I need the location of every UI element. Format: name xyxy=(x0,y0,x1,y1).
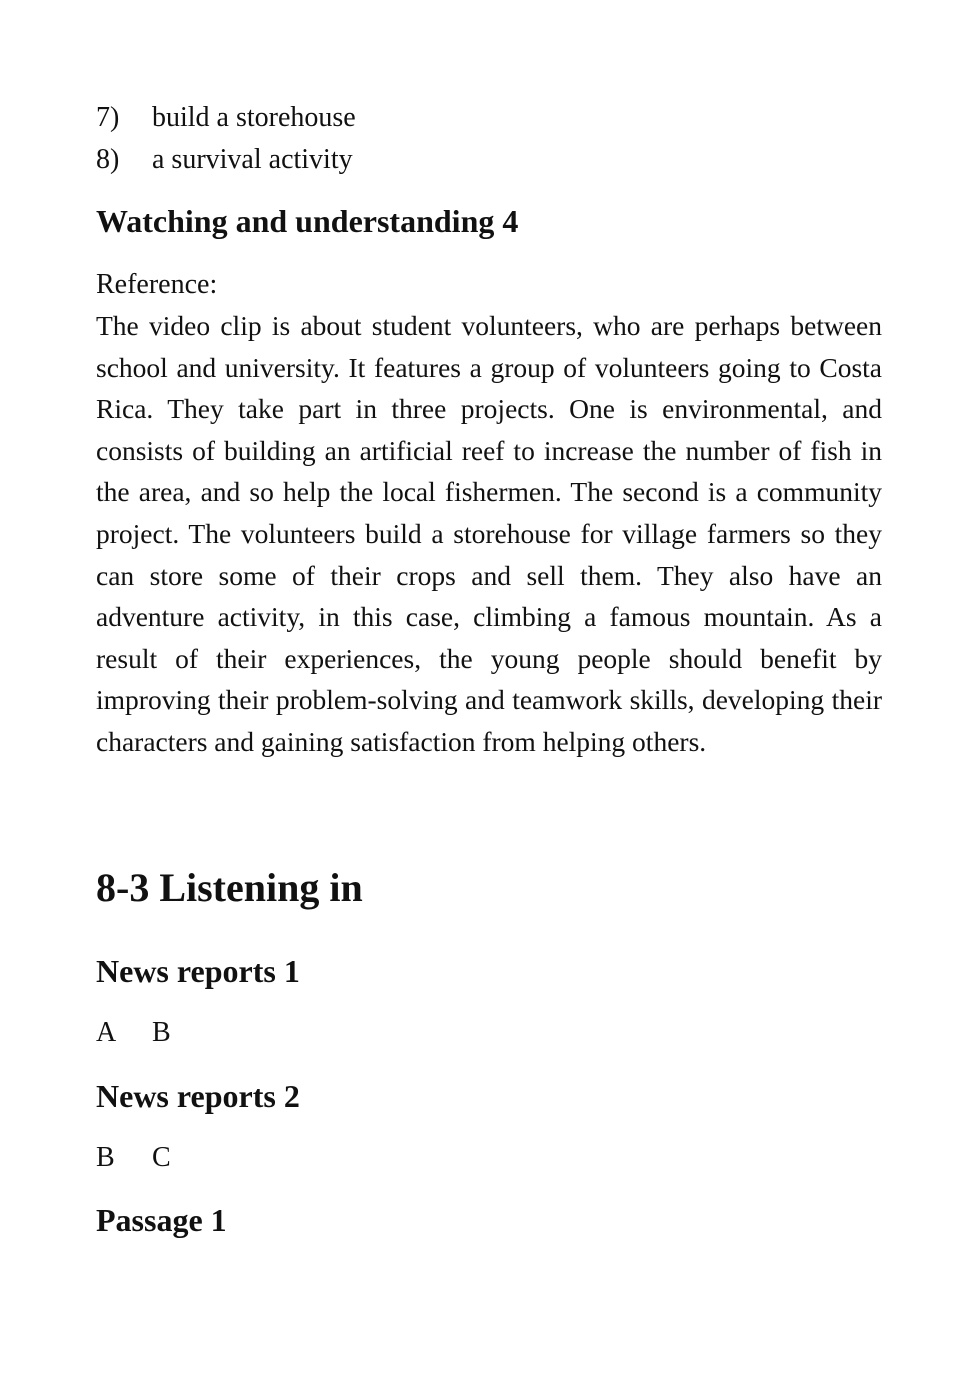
answer: C xyxy=(152,1142,171,1173)
list-item-8 xyxy=(96,143,353,177)
list-item-text: build a storehouse xyxy=(152,102,356,133)
section-heading-passage-1: Passage 1 xyxy=(96,1202,227,1238)
answer: A xyxy=(96,1017,117,1048)
reference-paragraph: The video clip is about student volunteers, who are perhaps between school and university. It features a group of volunteers going to Costa Rica. They take part in three projects. One is environmental, and consists of building an artificial reef to increase the number of fish in the area, and so help the local fishermen. The second is a community project. The volunteers build a storehouse for village farmers so they can store some of their crops and sell them. They also have an adventure activity, in this case, climbing a famous mountain. As a result of their experiences, the young people should benefit by improving their problem-solving and teamwork skills, developing their characters and gaining satisfaction from helping others. xyxy=(96,310,882,757)
chapter-title: 8-3 Listening in xyxy=(96,865,363,910)
reference-label: Reference: xyxy=(96,269,218,300)
list-item-7 xyxy=(96,101,356,135)
section-heading-news-reports-2: News reports 2 xyxy=(96,1078,300,1114)
answer: B xyxy=(152,1017,171,1048)
list-item-number: 7) xyxy=(96,102,120,133)
answers-news-reports-1 xyxy=(96,1016,171,1050)
answer: B xyxy=(96,1142,115,1173)
section-heading-watching: Watching and understanding 4 xyxy=(96,203,519,239)
list-item-text: a survival activity xyxy=(152,144,353,175)
answers-news-reports-2 xyxy=(96,1141,171,1175)
section-heading-news-reports-1: News reports 1 xyxy=(96,953,300,989)
list-item-number: 8) xyxy=(96,144,120,175)
